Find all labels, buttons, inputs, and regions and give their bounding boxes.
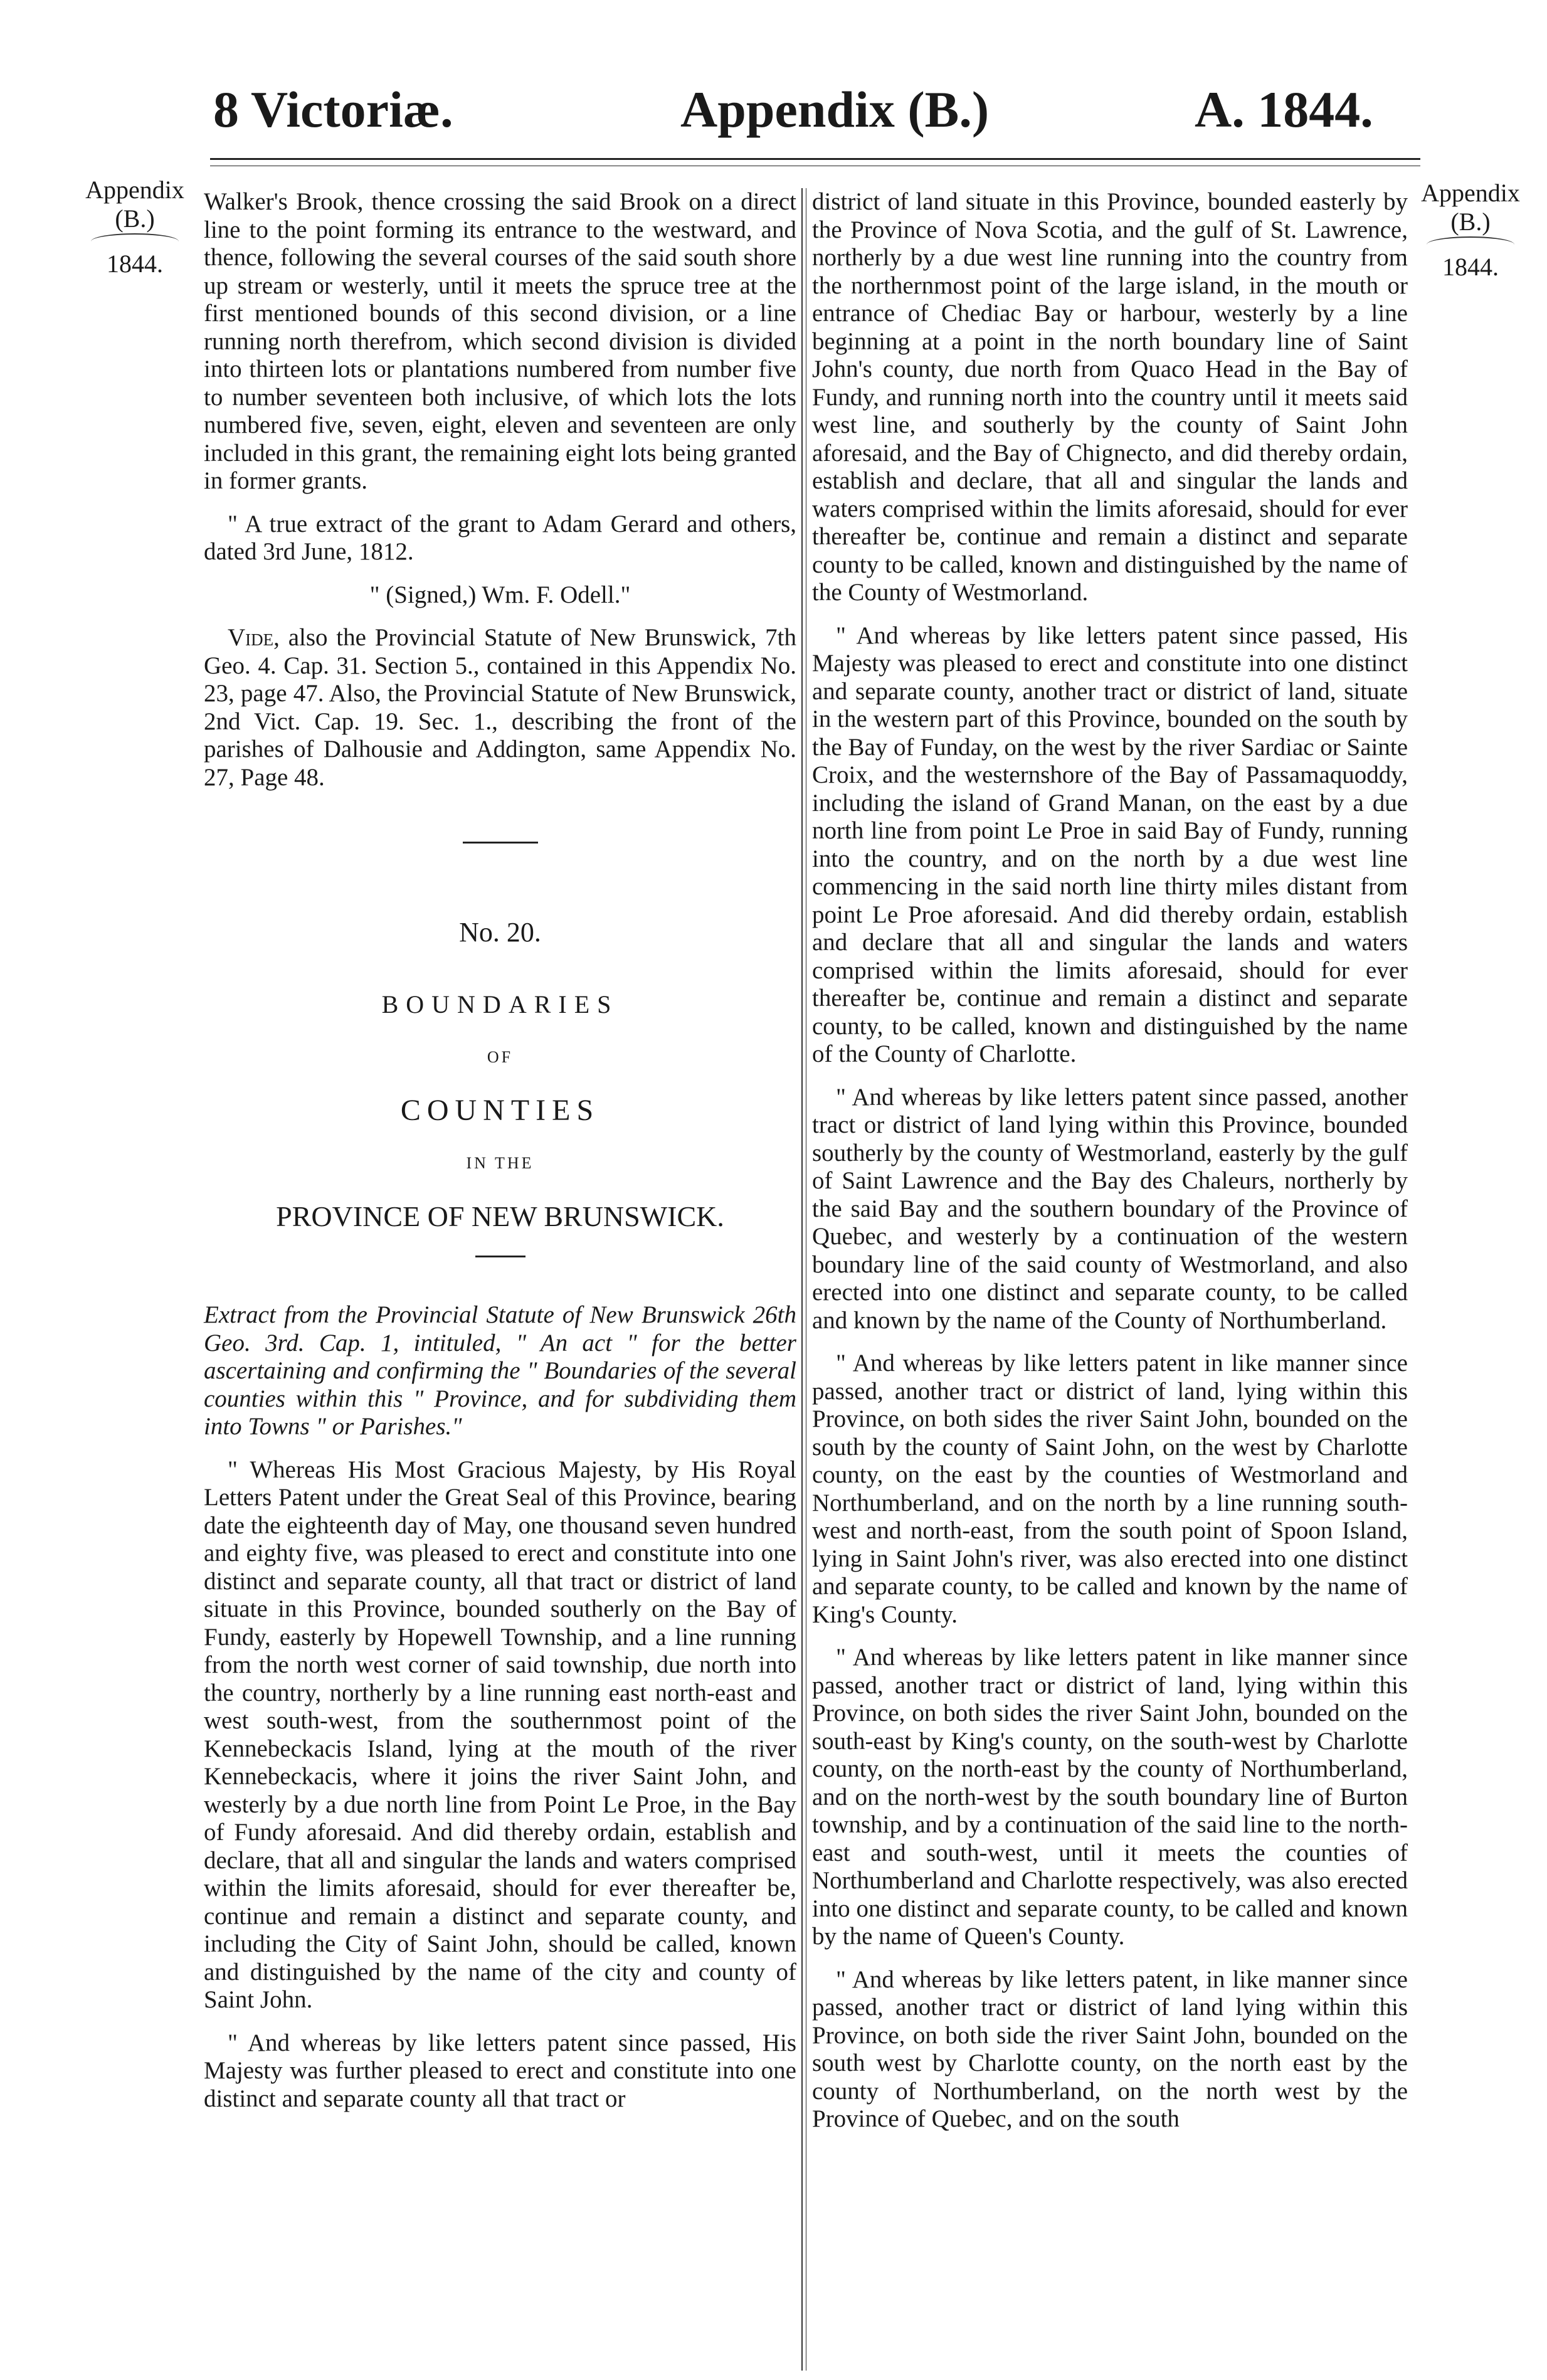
title-province: PROVINCE OF NEW BRUNSWICK. [276, 1200, 724, 1232]
paragraph-next-county: " And whereas by like letters patent, in like manner since passed, another tract or district of land lying within this Province, on both side the river Saint John, bounded on the south west by Charlotte county, on the north east by the county of Northumberland, on the north west by the Province of Quebec, and on the south [812, 1965, 1408, 2132]
header-year: A. 1844. [1195, 81, 1373, 138]
paragraph-westmorland-start: " And whereas by like letters patent since passed, His Majesty was further pleased to erect and constitute into one distinct and separate county all that tract or [204, 2029, 796, 2112]
paragraph-northumberland: " And whereas by like letters patent since passed, another tract or district of land lying within this Province, bounded southerly by the county of Westmorland, easterly by the gulf of Saint Lawrence and the Bay des Chaleurs, northerly by the said Bay and the southern boundary of the Province of Quebec, and westerly by a continuation of the western boundary line of the said county of Westmorland, and also erected into one distinct and separate county, to be called and known by the name of the County of Northumberland. [812, 1083, 1408, 1334]
title-boundaries: BOUNDARIES [381, 990, 619, 1018]
paragraph-true-extract: " A true extract of the grant to Adam Gerard and others, dated 3rd June, 1812. [204, 510, 796, 565]
vide-text: , also the Provincial Statute of New Brunswick, 7th Geo. 4. Cap. 31. Section 5., contained in this Appendix No. 23, page 47. Also, the Provincial Statute of New Brunswick, 2nd Vict. Cap. 19. Sec. 1., describing the front of the parishes of Dalhousie and Addington, same Appendix No. 27, Page 48. [204, 624, 796, 791]
paragraph-saint-john: " Whereas His Most Gracious Majesty, by His Royal Letters Patent under the Great Seal of this Province, bearing date the eighteenth day of May, one thousand seven hundred and eighty five, was pleased to erect and constitute into one distinct and separate county, all that tract or district of land situate in this Province, bounded southerly on the Bay of Fundy, easterly by Hopewell Township, and a line running from the north west corner of said township, due north into the country, northerly by a line running east north-east and west south-west, from the southernmost point of the Kennebeckacis Island, lying at the mouth of the river Kennebeckacis, where it joins the river Saint John, and westerly by a due north line from Point Le Proe, in the Bay of Fundy aforesaid. And did thereby ordain, establish and declare, that all and singular the lands and waters comprised within the limits aforesaid, should for ever thereafter be, continue and remain a distinct and separate county, and including the City of Saint John, should be called, known and distinguished by the name of the city and county of Saint John. [204, 1456, 796, 2013]
header-appendix: Appendix (B.) [680, 81, 990, 138]
title-in-the: IN THE [466, 1154, 534, 1172]
header-regnal-year: 8 Victoriæ. [213, 81, 453, 138]
header-rule [210, 158, 1420, 160]
margin-year: 1844. [107, 250, 163, 278]
paragraph-extract-heading: Extract from the Provincial Statute of New Brunswick 26th Geo. 3rd. Cap. 1, intituled, " An act " for the better ascertaining and confirming the " Boundaries of the several counties within this " Province, and for subdividing them into Towns " or Parishes." [204, 1301, 796, 1440]
section-rule [463, 842, 538, 844]
title-rule [475, 1256, 525, 1257]
paragraph-charlotte: " And whereas by like letters patent since passed, His Majesty was pleased to erect and constitute into one distinct and separate county, another tract or district of land, situate in the western part of this Province, bounded on the south by the Bay of Funday, on the west by the river Sardiac or Sainte Croix, and the westernshore of the Bay of Passamaquoddy, including the island of Grand Manan, on the east by a due north line from point Le Proe in said Bay of Fundy, running into the country, and on the north by a due west line commencing in the said north line thirty miles distant from point Le Proe aforesaid. And did thereby ordain, establish and declare that all and singular the lands and waters comprised within the limits aforesaid, should for ever thereafter be, continue and remain a distinct and separate county, to be called, known and distinguished by the name of the County of Charlotte. [812, 621, 1408, 1067]
margin-appendix-label: Appendix [1421, 179, 1520, 207]
title-counties: COUNTIES [400, 1093, 600, 1127]
title-of: OF [487, 1048, 514, 1066]
margin-year: 1844. [1442, 253, 1499, 281]
margin-brace [1427, 236, 1514, 253]
paragraph-kings-county: " And whereas by like letters patent in like manner since passed, another tract or district of land, lying within this Province, on both sides the river Saint John, bounded on the south by the county of Saint John, on the west by Charlotte county, on the east by the counties of Westmorland and Northumberland, and on the north by a line running south-west and north-east, from the south point of Spoon Island, lying in Saint John's river, was also erected into one distinct and separate county, to be called and known by the name of King's County. [812, 1350, 1408, 1628]
right-margin-note [1411, 179, 1530, 282]
margin-appendix-letter: (B.) [1450, 208, 1491, 236]
margin-appendix-label: Appendix [85, 176, 184, 204]
paragraph-walkers-brook: Walker's Brook, thence crossing the said Brook on a direct line to the point forming its entrance to the westward, and thence, following the several courses of the said south shore up stream or westerly, until it meets the spruce tree at the first mentioned bounds of this second division, or a line running north therefrom, which second division is divided into thirteen lots or plantations numbered from number five to number seventeen both inclusive, of which lots the lots numbered five, seven, eight, eleven and seventeen are only included in this grant, the remaining eight lots being granted in former grants. [204, 188, 796, 494]
page-header [0, 75, 1547, 144]
left-column [204, 188, 796, 2128]
margin-appendix-letter: (B.) [115, 204, 155, 233]
paragraph-vide [204, 624, 796, 791]
vide-label: Vide [228, 624, 274, 651]
right-column [812, 188, 1408, 2149]
section-number: No. 20. [459, 917, 541, 948]
paragraph-westmorland: district of land situate in this Province, bounded easterly by the Province of Nova Scotia, and the gulf of St. Lawrence, northerly by a due west line running into the country from the northernmost point of the large island, in the mouth or entrance of Chediac Bay or harbour, westerly by a line beginning at a point in the north boundary line of Saint John's county, due north from Quaco Head in the Bay of Fundy, and running north into the country until it meets said west line, and southerly by the county of Saint John aforesaid, and the Bay of Chignecto, and did thereby ordain, establish and declare, that all and singular the lands and waters comprised within the limits aforesaid, should for ever thereafter be, continue and remain a distinct and separate county to be called, known and distinguished by the name of the County of Westmorland. [812, 188, 1408, 606]
paragraph-signature: " (Signed,) Wm. F. Odell." [369, 581, 631, 608]
left-margin-note [75, 176, 194, 278]
column-divider [801, 188, 803, 2371]
margin-brace [91, 233, 179, 250]
paragraph-queens-county: " And whereas by like letters patent in like manner since passed, another tract or district of land, lying within this Province, on both sides the river Saint John, bounded on the south-east by King's county, on the south-west by Charlotte county, on the north-east by the county of Northumberland, and on the north-west by the south boundary line of Burton township, and by a continuation of the said line to the north-east and south-west, until it meets the counties of Northumberland and Charlotte respectively, was also erected into one distinct and separate county, to be called and known by the name of Queen's County. [812, 1644, 1408, 1950]
